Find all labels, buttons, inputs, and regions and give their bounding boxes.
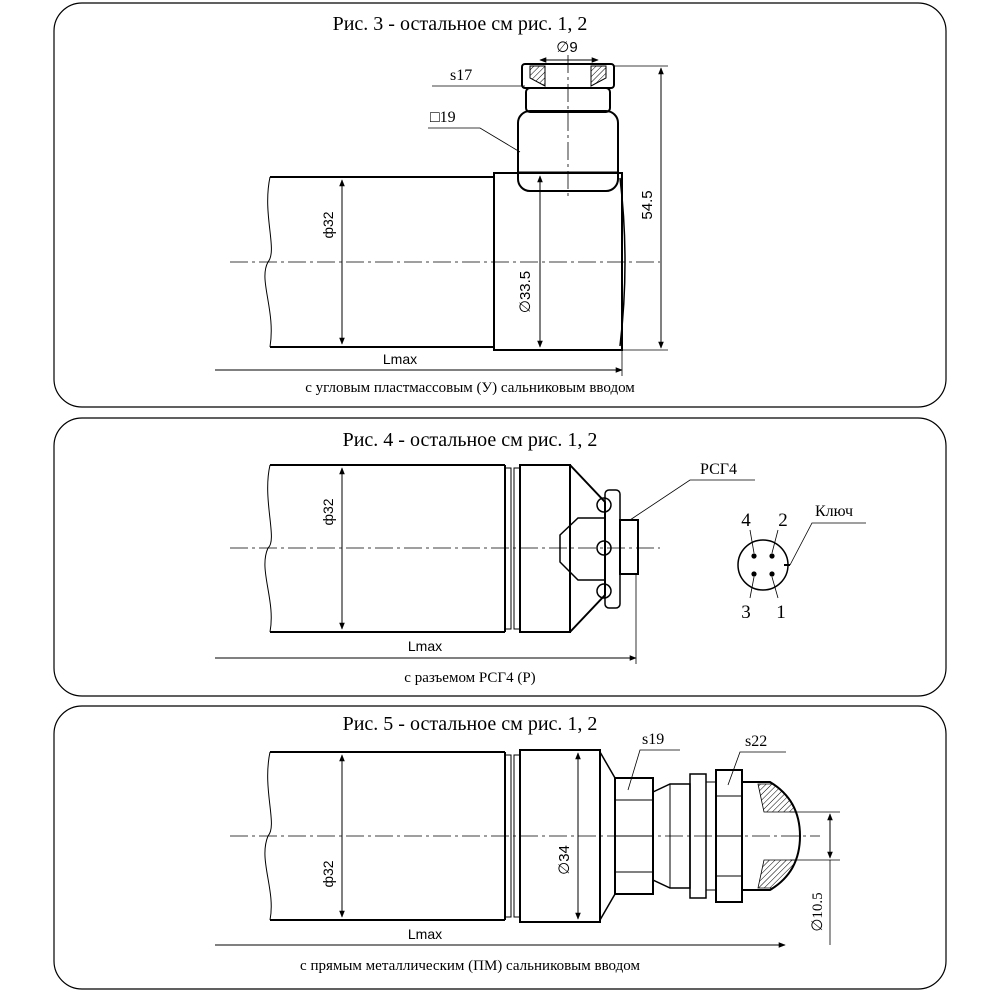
fig3-wrench-size-label: s17: [450, 67, 473, 84]
fig3-nut-hatch-right: [591, 66, 606, 86]
pin-1-dot: [769, 571, 774, 576]
fig5-cap-hatch-top: [758, 784, 796, 812]
figure-4-title: Рис. 4 - остальное см рис. 1, 2: [342, 429, 598, 451]
fig3-pipe-dia-label: ф32: [320, 211, 336, 239]
fig3-pipe: [265, 64, 625, 350]
figure-5-title: Рис. 5 - остальное см рис. 1, 2: [342, 713, 598, 735]
figure-3: [54, 3, 946, 407]
key-label: Ключ: [815, 503, 854, 520]
figure-4-caption: с разъемом РСГ4 (Р): [404, 670, 536, 686]
pin-2-label: 2: [778, 510, 788, 531]
figure-5-frame: [54, 706, 946, 989]
fig3-nut-hatch-left: [530, 66, 545, 86]
fig4-lmax-label: Lmax: [407, 638, 443, 654]
fig3-height-label: 54.5: [639, 190, 656, 220]
fig4-connector-leader: [630, 480, 755, 520]
pin-4-label: 4: [741, 510, 751, 531]
fig5-lmax-label: Lmax: [407, 926, 443, 942]
pin-2-dot: [769, 553, 774, 558]
fig5-cap-hatch-bottom: [758, 860, 796, 888]
fig4-pin-layout: [738, 503, 866, 623]
figure-4: [54, 418, 946, 696]
pin-3-label: 3: [741, 602, 751, 623]
fig5-s22-leader: [728, 752, 786, 785]
fig3-square-size-label: □19: [430, 109, 456, 126]
figure-3-title: Рис. 3 - остальное см рис. 1, 2: [332, 13, 588, 35]
key-leader: [790, 523, 866, 565]
fig5-body-dia-label: ∅34: [556, 845, 573, 875]
connector-face: [738, 540, 788, 590]
figure-3-frame: [54, 3, 946, 407]
pin-4-dot: [751, 553, 756, 558]
fig3-lmax-label: Lmax: [382, 351, 418, 367]
figure-4-frame: [54, 418, 946, 696]
figure-5: [54, 706, 946, 989]
fig4-pipe-dia-label: ф32: [320, 498, 336, 526]
fig4-body: [265, 465, 638, 632]
fig5-wrench-size-1-label: s19: [642, 731, 665, 748]
figure-5-caption: с прямым металлическим (ПМ) сальниковым вводом: [300, 958, 640, 974]
fig5-cable-dia-label: ∅10.5: [810, 892, 826, 932]
pin-1-label: 1: [776, 602, 786, 623]
figure-3-caption: с угловым пластмассовым (У) сальниковым вводом: [305, 380, 635, 396]
fig3-housing-dia-label: ∅33.5: [517, 270, 534, 314]
fig3-square-leader: [428, 128, 520, 152]
fig3-hole-dia-label: ∅9: [556, 39, 578, 56]
pin-3-dot: [751, 571, 756, 576]
fig5-wrench-size-2-label: s22: [745, 733, 768, 750]
fig5-pipe-dia-label: ф32: [320, 860, 336, 888]
fig4-connector-label: РСГ4: [700, 461, 738, 478]
